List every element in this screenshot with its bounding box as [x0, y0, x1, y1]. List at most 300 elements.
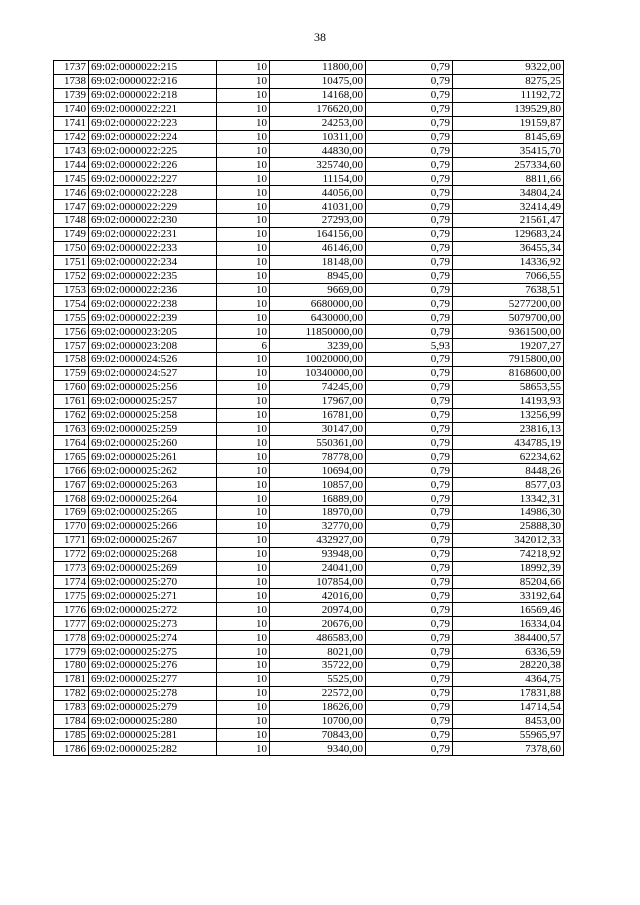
cadastral-number: 69:02:0000025:275 [89, 645, 217, 659]
rate-cell: 0,79 [366, 658, 453, 672]
cadastral-number: 69:02:0000023:208 [89, 339, 217, 353]
table-row [54, 686, 564, 700]
percent-cell: 10 [217, 645, 270, 659]
row-number: 1749 [54, 227, 89, 241]
cadastral-number: 69:02:0000025:261 [89, 450, 217, 464]
row-number: 1762 [54, 408, 89, 422]
percent-cell: 10 [217, 450, 270, 464]
value-cell: 10311,00 [270, 130, 366, 144]
row-number: 1755 [54, 311, 89, 325]
table-row [54, 603, 564, 617]
row-number: 1765 [54, 450, 89, 464]
sum-cell: 25888,30 [453, 519, 564, 533]
rate-cell: 0,79 [366, 506, 453, 520]
rate-cell: 0,79 [366, 241, 453, 255]
table-row [54, 464, 564, 478]
table-row [54, 394, 564, 408]
percent-cell: 10 [217, 116, 270, 130]
sum-cell: 7915800,00 [453, 353, 564, 367]
rate-cell: 0,79 [366, 366, 453, 380]
table-row [54, 561, 564, 575]
rate-cell: 0,79 [366, 88, 453, 102]
rate-cell: 0,79 [366, 158, 453, 172]
value-cell: 3239,00 [270, 339, 366, 353]
row-number: 1766 [54, 464, 89, 478]
sum-cell: 16334,04 [453, 617, 564, 631]
rate-cell: 0,79 [366, 283, 453, 297]
sum-cell: 257334,60 [453, 158, 564, 172]
cadastral-number: 69:02:0000025:273 [89, 617, 217, 631]
table-row [54, 408, 564, 422]
row-number: 1776 [54, 603, 89, 617]
cadastral-number: 69:02:0000022:228 [89, 186, 217, 200]
row-number: 1751 [54, 255, 89, 269]
row-number: 1750 [54, 241, 89, 255]
sum-cell: 35415,70 [453, 144, 564, 158]
table-row [54, 102, 564, 116]
row-number: 1781 [54, 672, 89, 686]
cadastral-number: 69:02:0000025:263 [89, 478, 217, 492]
value-cell: 24253,00 [270, 116, 366, 130]
sum-cell: 33192,64 [453, 589, 564, 603]
rate-cell: 0,79 [366, 269, 453, 283]
percent-cell: 10 [217, 728, 270, 742]
rate-cell: 0,79 [366, 492, 453, 506]
row-number: 1758 [54, 353, 89, 367]
value-cell: 93948,00 [270, 547, 366, 561]
sum-cell: 8145,69 [453, 130, 564, 144]
rate-cell: 0,79 [366, 589, 453, 603]
percent-cell: 10 [217, 714, 270, 728]
percent-cell: 10 [217, 158, 270, 172]
value-cell: 9340,00 [270, 742, 366, 756]
value-cell: 550361,00 [270, 436, 366, 450]
percent-cell: 10 [217, 589, 270, 603]
table-row [54, 436, 564, 450]
table-row [54, 478, 564, 492]
percent-cell: 10 [217, 213, 270, 227]
value-cell: 10020000,00 [270, 353, 366, 367]
page-number: 38 [314, 30, 326, 44]
value-cell: 78778,00 [270, 450, 366, 464]
cadastral-number: 69:02:0000022:221 [89, 102, 217, 116]
rate-cell: 0,79 [366, 255, 453, 269]
row-number: 1741 [54, 116, 89, 130]
cadastral-number: 69:02:0000025:259 [89, 422, 217, 436]
percent-cell: 10 [217, 130, 270, 144]
rate-cell: 5,93 [366, 339, 453, 353]
percent-cell: 10 [217, 631, 270, 645]
cadastral-number: 69:02:0000022:229 [89, 200, 217, 214]
cadastral-number: 69:02:0000025:272 [89, 603, 217, 617]
value-cell: 10475,00 [270, 74, 366, 88]
rate-cell: 0,79 [366, 353, 453, 367]
sum-cell: 23816,13 [453, 422, 564, 436]
sum-cell: 8577,03 [453, 478, 564, 492]
table-row [54, 116, 564, 130]
table-row [54, 130, 564, 144]
row-number: 1737 [54, 61, 89, 75]
rate-cell: 0,79 [366, 464, 453, 478]
rate-cell: 0,79 [366, 61, 453, 75]
percent-cell: 10 [217, 617, 270, 631]
rate-cell: 0,79 [366, 617, 453, 631]
rate-cell: 0,79 [366, 742, 453, 756]
sum-cell: 85204,66 [453, 575, 564, 589]
sum-cell: 434785,19 [453, 436, 564, 450]
sum-cell: 8275,25 [453, 74, 564, 88]
percent-cell: 10 [217, 533, 270, 547]
rate-cell: 0,79 [366, 714, 453, 728]
sum-cell: 7066,55 [453, 269, 564, 283]
row-number: 1785 [54, 728, 89, 742]
row-number: 1753 [54, 283, 89, 297]
row-number: 1747 [54, 200, 89, 214]
percent-cell: 10 [217, 283, 270, 297]
percent-cell: 10 [217, 478, 270, 492]
cadastral-number: 69:02:0000022:215 [89, 61, 217, 75]
table-row [54, 589, 564, 603]
table-row [54, 325, 564, 339]
cadastral-number: 69:02:0000022:235 [89, 269, 217, 283]
percent-cell: 10 [217, 700, 270, 714]
percent-cell: 10 [217, 547, 270, 561]
sum-cell: 19159,87 [453, 116, 564, 130]
sum-cell: 129683,24 [453, 227, 564, 241]
table-row [54, 547, 564, 561]
row-number: 1771 [54, 533, 89, 547]
percent-cell: 10 [217, 603, 270, 617]
rate-cell: 0,79 [366, 519, 453, 533]
cadastral-number: 69:02:0000025:279 [89, 700, 217, 714]
sum-cell: 14336,92 [453, 255, 564, 269]
table-row [54, 492, 564, 506]
cadastral-number: 69:02:0000025:264 [89, 492, 217, 506]
value-cell: 41031,00 [270, 200, 366, 214]
row-number: 1768 [54, 492, 89, 506]
sum-cell: 9361500,00 [453, 325, 564, 339]
value-cell: 176620,00 [270, 102, 366, 116]
cadastral-number: 69:02:0000022:225 [89, 144, 217, 158]
percent-cell: 10 [217, 464, 270, 478]
rate-cell: 0,79 [366, 213, 453, 227]
row-number: 1772 [54, 547, 89, 561]
row-number: 1746 [54, 186, 89, 200]
sum-cell: 139529,80 [453, 102, 564, 116]
row-number: 1744 [54, 158, 89, 172]
sum-cell: 21561,47 [453, 213, 564, 227]
table-row [54, 506, 564, 520]
percent-cell: 10 [217, 742, 270, 756]
table-row [54, 227, 564, 241]
row-number: 1777 [54, 617, 89, 631]
rate-cell: 0,79 [366, 325, 453, 339]
table-row [54, 533, 564, 547]
percent-cell: 6 [217, 339, 270, 353]
cadastral-number: 69:02:0000022:216 [89, 74, 217, 88]
rate-cell: 0,79 [366, 645, 453, 659]
row-number: 1764 [54, 436, 89, 450]
row-number: 1752 [54, 269, 89, 283]
land-registry-table [53, 60, 564, 756]
cadastral-number: 69:02:0000025:276 [89, 658, 217, 672]
value-cell: 14168,00 [270, 88, 366, 102]
cadastral-number: 69:02:0000022:234 [89, 255, 217, 269]
rate-cell: 0,79 [366, 561, 453, 575]
cadastral-number: 69:02:0000025:269 [89, 561, 217, 575]
rate-cell: 0,79 [366, 130, 453, 144]
row-number: 1763 [54, 422, 89, 436]
value-cell: 6430000,00 [270, 311, 366, 325]
table-row [54, 728, 564, 742]
row-number: 1756 [54, 325, 89, 339]
value-cell: 8945,00 [270, 269, 366, 283]
percent-cell: 10 [217, 255, 270, 269]
cadastral-number: 69:02:0000022:227 [89, 172, 217, 186]
sum-cell: 58653,55 [453, 380, 564, 394]
table-row [54, 200, 564, 214]
sum-cell: 14714,54 [453, 700, 564, 714]
rate-cell: 0,79 [366, 394, 453, 408]
percent-cell: 10 [217, 519, 270, 533]
sum-cell: 384400,57 [453, 631, 564, 645]
table-row [54, 158, 564, 172]
row-number: 1738 [54, 74, 89, 88]
cadastral-number: 69:02:0000025:262 [89, 464, 217, 478]
table-row [54, 297, 564, 311]
rate-cell: 0,79 [366, 297, 453, 311]
table-row [54, 617, 564, 631]
cadastral-number: 69:02:0000022:223 [89, 116, 217, 130]
rate-cell: 0,79 [366, 533, 453, 547]
sum-cell: 8453,00 [453, 714, 564, 728]
row-number: 1743 [54, 144, 89, 158]
cadastral-number: 69:02:0000025:258 [89, 408, 217, 422]
value-cell: 44056,00 [270, 186, 366, 200]
rate-cell: 0,79 [366, 144, 453, 158]
row-number: 1757 [54, 339, 89, 353]
percent-cell: 10 [217, 575, 270, 589]
sum-cell: 32414,49 [453, 200, 564, 214]
value-cell: 16781,00 [270, 408, 366, 422]
cadastral-number: 69:02:0000025:280 [89, 714, 217, 728]
percent-cell: 10 [217, 241, 270, 255]
cadastral-number: 69:02:0000025:271 [89, 589, 217, 603]
row-number: 1767 [54, 478, 89, 492]
table-row [54, 672, 564, 686]
percent-cell: 10 [217, 394, 270, 408]
value-cell: 16889,00 [270, 492, 366, 506]
table-row [54, 422, 564, 436]
sum-cell: 17831,88 [453, 686, 564, 700]
table-row [54, 339, 564, 353]
percent-cell: 10 [217, 311, 270, 325]
value-cell: 11800,00 [270, 61, 366, 75]
value-cell: 42016,00 [270, 589, 366, 603]
row-number: 1748 [54, 213, 89, 227]
rate-cell: 0,79 [366, 603, 453, 617]
value-cell: 9669,00 [270, 283, 366, 297]
cadastral-number: 69:02:0000025:281 [89, 728, 217, 742]
percent-cell: 10 [217, 172, 270, 186]
value-cell: 164156,00 [270, 227, 366, 241]
row-number: 1775 [54, 589, 89, 603]
percent-cell: 10 [217, 74, 270, 88]
row-number: 1761 [54, 394, 89, 408]
value-cell: 20676,00 [270, 617, 366, 631]
table-row [54, 645, 564, 659]
table-row [54, 631, 564, 645]
sum-cell: 7378,60 [453, 742, 564, 756]
value-cell: 18626,00 [270, 700, 366, 714]
cadastral-number: 69:02:0000025:274 [89, 631, 217, 645]
percent-cell: 10 [217, 297, 270, 311]
cadastral-number: 69:02:0000022:238 [89, 297, 217, 311]
sum-cell: 5277200,00 [453, 297, 564, 311]
sum-cell: 7638,51 [453, 283, 564, 297]
row-number: 1769 [54, 506, 89, 520]
percent-cell: 10 [217, 200, 270, 214]
cadastral-number: 69:02:0000025:256 [89, 380, 217, 394]
rate-cell: 0,79 [366, 116, 453, 130]
row-number: 1754 [54, 297, 89, 311]
cadastral-number: 69:02:0000022:231 [89, 227, 217, 241]
row-number: 1773 [54, 561, 89, 575]
rate-cell: 0,79 [366, 422, 453, 436]
sum-cell: 28220,38 [453, 658, 564, 672]
table-row [54, 380, 564, 394]
table-row [54, 311, 564, 325]
value-cell: 11850000,00 [270, 325, 366, 339]
rate-cell: 0,79 [366, 200, 453, 214]
sum-cell: 342012,33 [453, 533, 564, 547]
table-row [54, 714, 564, 728]
row-number: 1779 [54, 645, 89, 659]
percent-cell: 10 [217, 269, 270, 283]
cadastral-number: 69:02:0000025:270 [89, 575, 217, 589]
table-row [54, 283, 564, 297]
table-row [54, 172, 564, 186]
sum-cell: 5079700,00 [453, 311, 564, 325]
sum-cell: 16569,46 [453, 603, 564, 617]
sum-cell: 14193,93 [453, 394, 564, 408]
table-row [54, 658, 564, 672]
cadastral-number: 69:02:0000022:239 [89, 311, 217, 325]
value-cell: 22572,00 [270, 686, 366, 700]
table-row [54, 61, 564, 75]
percent-cell: 10 [217, 186, 270, 200]
row-number: 1760 [54, 380, 89, 394]
value-cell: 24041,00 [270, 561, 366, 575]
rate-cell: 0,79 [366, 547, 453, 561]
row-number: 1742 [54, 130, 89, 144]
cadastral-number: 69:02:0000025:268 [89, 547, 217, 561]
sum-cell: 9322,00 [453, 61, 564, 75]
value-cell: 18148,00 [270, 255, 366, 269]
rate-cell: 0,79 [366, 172, 453, 186]
sum-cell: 14986,30 [453, 506, 564, 520]
row-number: 1784 [54, 714, 89, 728]
sum-cell: 34804,24 [453, 186, 564, 200]
rate-cell: 0,79 [366, 686, 453, 700]
table-row [54, 742, 564, 756]
sum-cell: 74218,92 [453, 547, 564, 561]
cadastral-number: 69:02:0000025:257 [89, 394, 217, 408]
rate-cell: 0,79 [366, 74, 453, 88]
row-number: 1783 [54, 700, 89, 714]
cadastral-number: 69:02:0000025:277 [89, 672, 217, 686]
percent-cell: 10 [217, 380, 270, 394]
value-cell: 6680000,00 [270, 297, 366, 311]
sum-cell: 4364,75 [453, 672, 564, 686]
percent-cell: 10 [217, 366, 270, 380]
value-cell: 70843,00 [270, 728, 366, 742]
percent-cell: 10 [217, 686, 270, 700]
row-number: 1759 [54, 366, 89, 380]
value-cell: 107854,00 [270, 575, 366, 589]
rate-cell: 0,79 [366, 186, 453, 200]
percent-cell: 10 [217, 658, 270, 672]
cadastral-number: 69:02:0000022:230 [89, 213, 217, 227]
rate-cell: 0,79 [366, 728, 453, 742]
cadastral-number: 69:02:0000025:266 [89, 519, 217, 533]
cadastral-number: 69:02:0000024:527 [89, 366, 217, 380]
value-cell: 30147,00 [270, 422, 366, 436]
cadastral-number: 69:02:0000024:526 [89, 353, 217, 367]
value-cell: 27293,00 [270, 213, 366, 227]
table-body [54, 61, 564, 756]
sum-cell: 13256,99 [453, 408, 564, 422]
row-number: 1786 [54, 742, 89, 756]
rate-cell: 0,79 [366, 311, 453, 325]
value-cell: 10857,00 [270, 478, 366, 492]
cadastral-number: 69:02:0000022:224 [89, 130, 217, 144]
value-cell: 17967,00 [270, 394, 366, 408]
rate-cell: 0,79 [366, 631, 453, 645]
value-cell: 35722,00 [270, 658, 366, 672]
row-number: 1770 [54, 519, 89, 533]
rate-cell: 0,79 [366, 408, 453, 422]
table-row [54, 186, 564, 200]
row-number: 1780 [54, 658, 89, 672]
percent-cell: 10 [217, 61, 270, 75]
sum-cell: 36455,34 [453, 241, 564, 255]
rate-cell: 0,79 [366, 436, 453, 450]
row-number: 1774 [54, 575, 89, 589]
sum-cell: 19207,27 [453, 339, 564, 353]
table-row [54, 269, 564, 283]
sum-cell: 11192,72 [453, 88, 564, 102]
rate-cell: 0,79 [366, 380, 453, 394]
sum-cell: 6336,59 [453, 645, 564, 659]
percent-cell: 10 [217, 325, 270, 339]
table-row [54, 213, 564, 227]
cadastral-number: 69:02:0000022:226 [89, 158, 217, 172]
value-cell: 10694,00 [270, 464, 366, 478]
sum-cell: 13342,31 [453, 492, 564, 506]
rate-cell: 0,79 [366, 575, 453, 589]
percent-cell: 10 [217, 561, 270, 575]
table-row [54, 575, 564, 589]
value-cell: 46146,00 [270, 241, 366, 255]
row-number: 1782 [54, 686, 89, 700]
sum-cell: 18992,39 [453, 561, 564, 575]
table-row [54, 700, 564, 714]
cadastral-number: 69:02:0000023:205 [89, 325, 217, 339]
percent-cell: 10 [217, 672, 270, 686]
row-number: 1740 [54, 102, 89, 116]
value-cell: 486583,00 [270, 631, 366, 645]
